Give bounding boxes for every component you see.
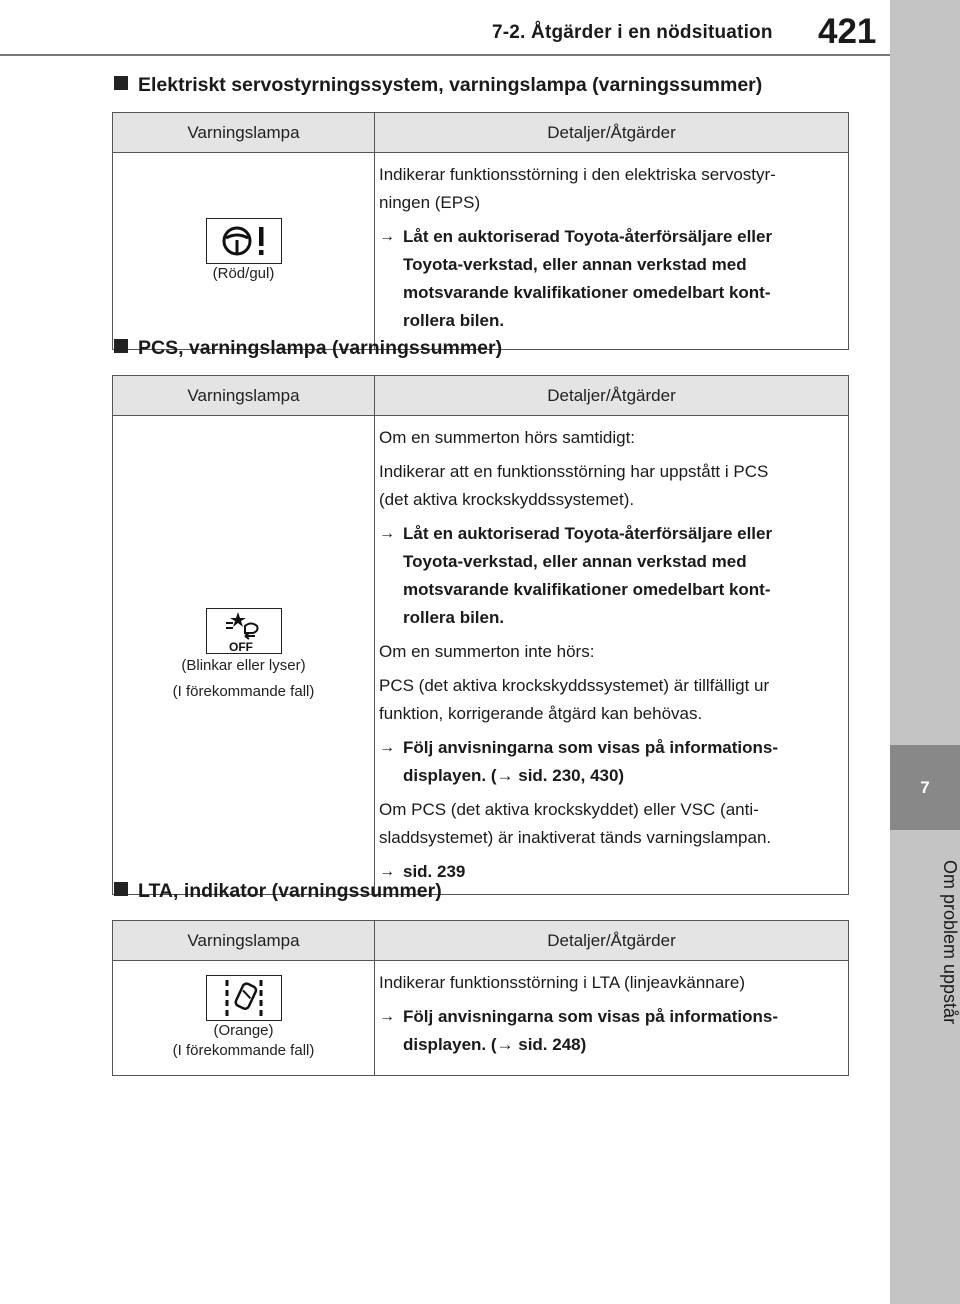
table-row <box>113 961 849 1076</box>
action-item <box>379 1003 840 1059</box>
section-title-eps <box>114 74 762 97</box>
column-header-details: Detaljer/Åtgärder <box>375 376 849 416</box>
warning-table-eps <box>112 112 849 350</box>
action-item <box>379 520 840 632</box>
arrow-right-icon: → <box>379 739 395 756</box>
arrow-right-icon: → <box>379 228 395 245</box>
action-item <box>379 858 840 886</box>
table-row <box>113 416 849 895</box>
icon-caption: (Blinkar eller lyser) <box>181 657 306 674</box>
page-reference-link[interactable]: displayen. (→ sid. 230, 430) <box>403 766 625 785</box>
header-divider <box>0 54 890 56</box>
text-line: Låt en auktoriserad Toyota-återförsäljare eller <box>403 524 773 543</box>
paragraph <box>379 424 840 452</box>
arrow-right-icon: → <box>379 1008 395 1025</box>
chapter-heading: 7-2. Åtgärder i en nödsituation <box>492 22 773 43</box>
text-line: funktion, korrigerande åtgärd kan behövas. <box>379 704 703 723</box>
column-header-details: Detaljer/Åtgärder <box>375 921 849 961</box>
chapter-label-text: Om problem uppstår <box>940 859 960 1025</box>
text-line: Indikerar funktionsstörning i den elektriska servostyr- <box>379 165 776 184</box>
text-line: Om PCS (det aktiva krockskyddet) eller VSC (anti- <box>379 800 759 819</box>
arrow-right-icon: → <box>379 525 395 542</box>
column-header-details: Detaljer/Åtgärder <box>375 113 849 153</box>
section-title-pcs <box>114 337 502 360</box>
chapter-sidebar <box>890 0 960 1304</box>
details-cell <box>375 153 849 350</box>
text-line: Indikerar att en funktionsstörning har uppstått i PCS <box>379 462 769 481</box>
column-header-lamp: Varningslampa <box>113 921 375 961</box>
page-reference-link[interactable]: sid. 239 <box>403 862 466 881</box>
paragraph <box>379 161 840 217</box>
page-reference-link[interactable]: displayen. (→ sid. 248) <box>403 1035 587 1054</box>
chapter-label <box>890 842 960 1042</box>
off-label: OFF <box>228 640 253 653</box>
paragraph <box>379 969 840 997</box>
text-line: motsvarande kvalifikationer omedelbart kont- <box>403 283 771 302</box>
lane-trace-icon <box>206 975 282 1021</box>
section-title-text: LTA, indikator (varningssummer) <box>138 880 442 902</box>
warning-table-pcs <box>112 375 849 895</box>
paragraph <box>379 796 840 852</box>
text-line: rollera bilen. <box>403 608 505 627</box>
action-item <box>379 223 840 335</box>
action-item <box>379 734 840 790</box>
text-line: ningen (EPS) <box>379 193 481 212</box>
icon-cell <box>113 416 375 895</box>
text-line: sladdsystemet) är inaktiverat tänds varningslampan. <box>379 828 772 847</box>
text-line: Följ anvisningarna som visas på informations- <box>403 1007 779 1026</box>
section-title-text: Elektriskt servostyrningssystem, varningslampa (varningssummer) <box>138 74 763 96</box>
column-header-lamp: Varningslampa <box>113 113 375 153</box>
steering-warning-icon <box>206 218 282 264</box>
paragraph <box>379 638 840 666</box>
arrow-right-icon: → <box>379 863 395 880</box>
text-line: Toyota-verkstad, eller annan verkstad med <box>403 552 747 571</box>
text-line: motsvarande kvalifikationer omedelbart kont- <box>403 580 771 599</box>
page-number: 421 <box>818 12 877 51</box>
text-line: Om en summerton inte hörs: <box>379 642 595 661</box>
bullet-square-icon <box>114 339 128 353</box>
table-header-row <box>113 921 849 961</box>
pcs-off-icon <box>206 608 282 654</box>
icon-caption: (I förekommande fall) <box>172 683 315 700</box>
icon-cell <box>113 961 375 1076</box>
section-title-text: PCS, varningslampa (varningssummer) <box>138 337 503 359</box>
text-line: Indikerar funktionsstörning i LTA (linjeavkännare) <box>379 973 745 992</box>
text-line: Om en summerton hörs samtidigt: <box>379 428 636 447</box>
paragraph <box>379 458 840 514</box>
icon-caption: (I förekommande fall) <box>172 1042 315 1059</box>
icon-cell <box>113 153 375 350</box>
text-line: Toyota-verkstad, eller annan verkstad med <box>403 255 747 274</box>
section-title-lta <box>114 880 442 903</box>
text-line: Låt en auktoriserad Toyota-återförsäljare eller <box>403 227 773 246</box>
details-cell <box>375 416 849 895</box>
icon-caption: (Röd/gul) <box>212 265 275 282</box>
page-header <box>0 0 890 56</box>
column-header-lamp: Varningslampa <box>113 376 375 416</box>
bullet-square-icon <box>114 76 128 90</box>
table-header-row <box>113 376 849 416</box>
icon-caption: (Orange) <box>213 1022 274 1039</box>
warning-table-lta <box>112 920 849 1076</box>
text-line: (det aktiva krockskyddssystemet). <box>379 490 635 509</box>
table-row <box>113 153 849 350</box>
paragraph <box>379 672 840 728</box>
text-line: rollera bilen. <box>403 311 505 330</box>
chapter-tab[interactable]: 7 <box>890 745 960 830</box>
table-header-row <box>113 113 849 153</box>
details-cell <box>375 961 849 1076</box>
text-line: Följ anvisningarna som visas på informations- <box>403 738 779 757</box>
text-line: PCS (det aktiva krockskyddssystemet) är tillfälligt ur <box>379 676 770 695</box>
bullet-square-icon <box>114 882 128 896</box>
